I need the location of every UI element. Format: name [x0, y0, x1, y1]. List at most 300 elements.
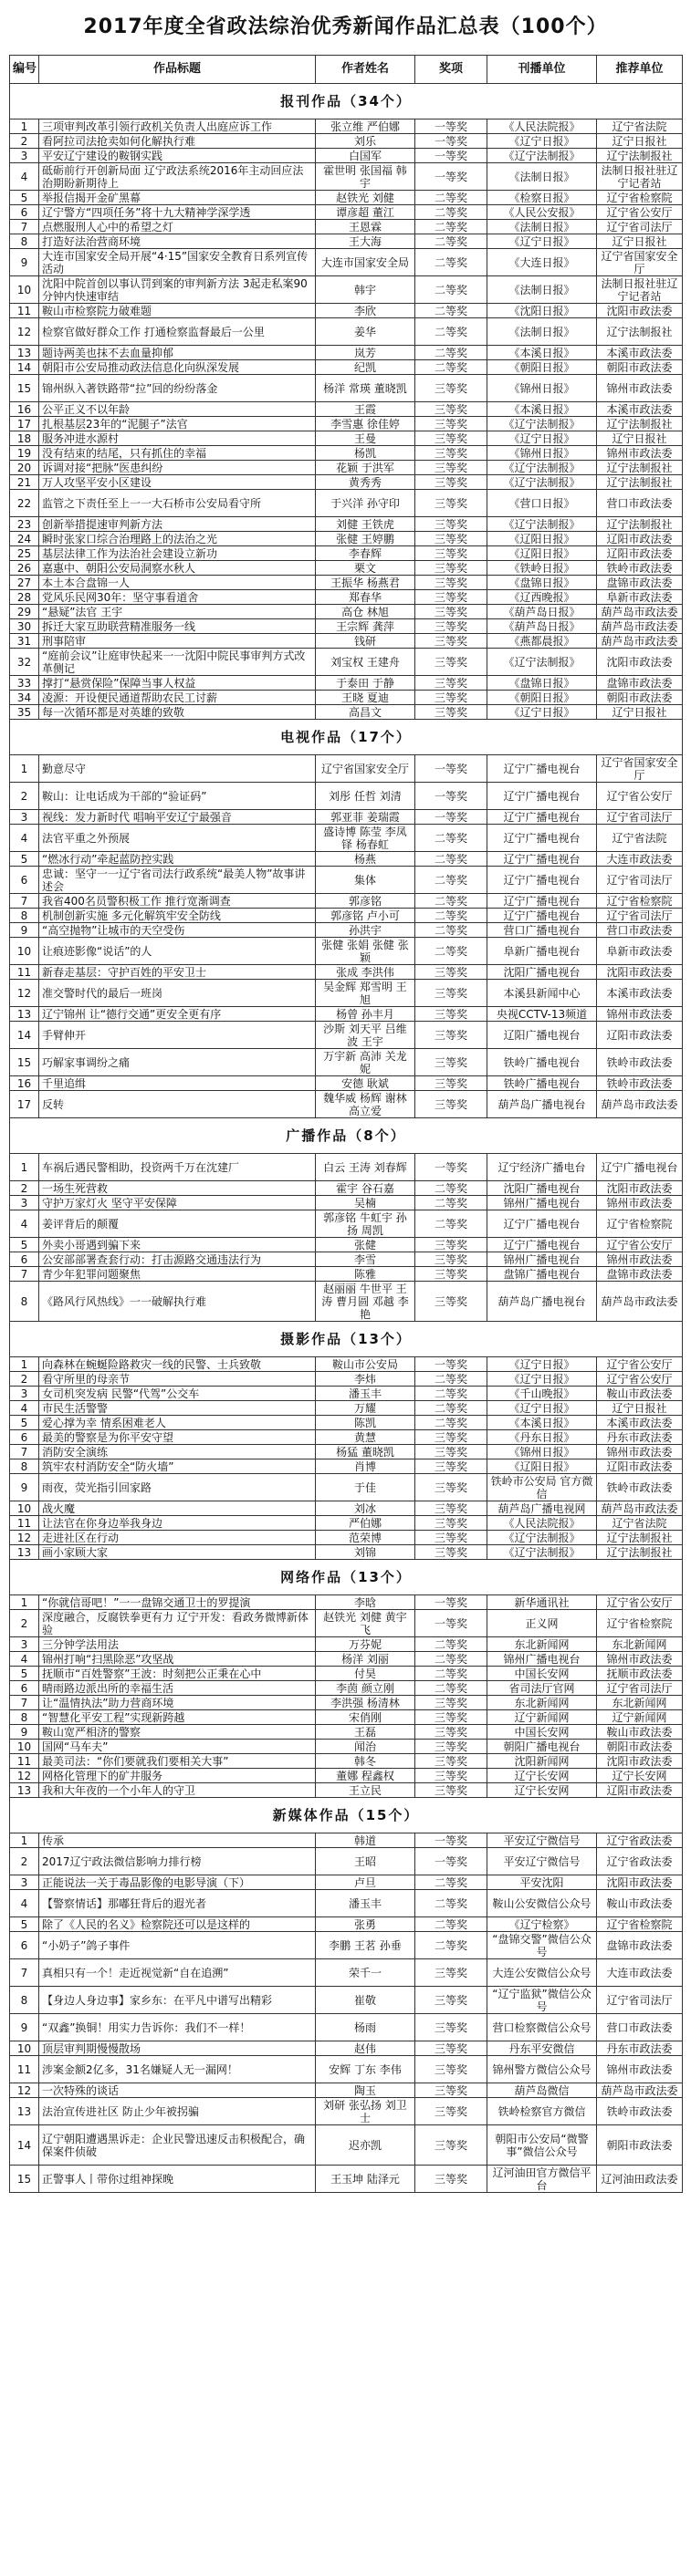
row-award: 三等奖 [415, 1531, 487, 1545]
row-publisher: 葫芦岛微信 [487, 2083, 597, 2098]
row-award: 二等奖 [415, 276, 487, 304]
table-row [10, 191, 683, 205]
table-row [10, 1474, 683, 1501]
row-recommender: 辽阳市政法委 [597, 546, 683, 561]
row-publisher: 东北新闻网 [487, 1696, 597, 1710]
row-author: 万耀 [316, 1401, 415, 1416]
row-award: 三等奖 [415, 676, 487, 691]
row-recommender: 本溪市政法委 [597, 980, 683, 1007]
row-number: 5 [10, 191, 39, 205]
table-row [10, 1372, 683, 1387]
row-recommender: 葫芦岛市政法委 [597, 1501, 683, 1516]
row-title: 看阿拉司法抢卖如何化解执行难 [39, 134, 316, 149]
row-number: 9 [10, 923, 39, 938]
row-number: 2 [10, 1848, 39, 1875]
table-row [10, 2098, 683, 2125]
table-row [10, 1783, 683, 1798]
row-title: 鞍山市检察院力破难题 [39, 304, 316, 318]
row-recommender: 辽宁日报社 [597, 431, 683, 446]
row-award: 三等奖 [415, 2014, 487, 2041]
row-author: 李晗 [316, 1595, 415, 1610]
row-number: 10 [10, 938, 39, 965]
row-award: 三等奖 [415, 705, 487, 720]
row-title: 我和大年夜的一个小年人的守卫 [39, 1783, 316, 1798]
row-recommender: 葫芦岛市政法委 [597, 2083, 683, 2098]
row-recommender: 阜新市政法委 [597, 590, 683, 605]
row-recommender: 辽宁广播电视台 [597, 1154, 683, 1181]
table-row [10, 1181, 683, 1196]
row-publisher: 铁岭广播电视台 [487, 1076, 597, 1091]
row-award: 二等奖 [415, 1917, 487, 1932]
row-number: 1 [10, 1357, 39, 1372]
row-title: 打造好法治营商环境 [39, 234, 316, 249]
row-number: 10 [10, 1501, 39, 1516]
table-row [10, 1848, 683, 1875]
row-number: 1 [10, 119, 39, 134]
row-recommender: 朝阳市政法委 [597, 691, 683, 705]
row-number: 21 [10, 475, 39, 490]
table-row [10, 1637, 683, 1652]
table-row [10, 134, 683, 149]
row-award: 三等奖 [415, 1049, 487, 1076]
row-publisher: 锦州广播电视台 [487, 1652, 597, 1667]
row-number: 20 [10, 461, 39, 475]
table-row [10, 755, 683, 783]
row-number: 8 [10, 234, 39, 249]
row-number: 4 [10, 825, 39, 852]
table-row [10, 576, 683, 590]
row-recommender: 铁岭市政法委 [597, 1049, 683, 1076]
row-author: 姜华 [316, 318, 415, 346]
row-author: 陶玉 [316, 2083, 415, 2098]
row-number: 12 [10, 1769, 39, 1783]
row-author: 集体 [316, 867, 415, 894]
row-publisher: 《人民法院报》 [487, 1516, 597, 1531]
row-award: 一等奖 [415, 1595, 487, 1610]
row-title: 撑打“悬赏保险”保障当事人权益 [39, 676, 316, 691]
row-number: 14 [10, 2125, 39, 2166]
table-row [10, 1357, 683, 1372]
row-award: 三等奖 [415, 490, 487, 517]
section-title: 摄影作品（13个） [10, 1322, 683, 1357]
row-author: 刘冰 [316, 1501, 415, 1516]
row-number: 6 [10, 867, 39, 894]
table-row [10, 980, 683, 1007]
row-award: 二等奖 [415, 1401, 487, 1416]
table-row [10, 119, 683, 134]
table-row [10, 705, 683, 720]
row-award: 一等奖 [415, 119, 487, 134]
row-recommender: 辽宁省公安厅 [597, 783, 683, 810]
row-recommender: 鞍山市政法委 [597, 1387, 683, 1401]
row-publisher: 辽宁长安网 [487, 1783, 597, 1798]
row-recommender: 本溪市政法委 [597, 1416, 683, 1430]
row-author: 陈雅 [316, 1267, 415, 1282]
row-author: 王霞 [316, 402, 415, 417]
table-row [10, 517, 683, 532]
row-author: 杨燕 [316, 852, 415, 867]
row-award: 三等奖 [415, 2125, 487, 2166]
table-row [10, 1252, 683, 1267]
row-award: 二等奖 [415, 249, 487, 276]
row-number: 13 [10, 1545, 39, 1560]
row-recommender: 锦州市政法委 [597, 1445, 683, 1459]
row-award: 二等奖 [415, 360, 487, 375]
row-award: 二等奖 [415, 1932, 487, 1959]
row-publisher: 《朝阳日报》 [487, 360, 597, 375]
table-row [10, 965, 683, 980]
table-row [10, 649, 683, 676]
row-number: 5 [10, 1416, 39, 1430]
table-row [10, 852, 683, 867]
row-title: 题诗两美也抹不去血量抑郁 [39, 346, 316, 360]
table-row [10, 561, 683, 576]
row-author: 董娜 程鑫权 [316, 1769, 415, 1783]
row-recommender: 辽宁省公安厅 [597, 1595, 683, 1610]
row-number: 1 [10, 1154, 39, 1181]
row-title: 战火魔 [39, 1501, 316, 1516]
row-publisher: 《辽宁日报》 [487, 1401, 597, 1416]
row-author: 杨猛 董晓凯 [316, 1445, 415, 1459]
row-recommender: 营口市政法委 [597, 2014, 683, 2041]
row-recommender: 辽宁法制报社 [597, 417, 683, 431]
table-row [10, 938, 683, 965]
row-recommender: 辽宁省检察院 [597, 1917, 683, 1932]
row-title: 辽宁警方“四项任务”将十九大精神学深学透 [39, 205, 316, 220]
row-number: 11 [10, 304, 39, 318]
row-recommender: 辽宁省国家安全厅 [597, 755, 683, 783]
row-recommender: 锦州市政法委 [597, 375, 683, 402]
row-award: 二等奖 [415, 220, 487, 234]
row-award: 一等奖 [415, 134, 487, 149]
row-publisher: 辽宁新闻网 [487, 1710, 597, 1725]
row-author: 闻治 [316, 1740, 415, 1754]
row-recommender: 辽宁省检察院 [597, 894, 683, 909]
table-row [10, 1516, 683, 1531]
row-award: 三等奖 [415, 590, 487, 605]
row-title: 手臂伸开 [39, 1022, 316, 1049]
row-recommender: 法制日报社驻辽宁记者站 [597, 276, 683, 304]
row-author: 王振华 杨燕君 [316, 576, 415, 590]
row-recommender: 辽宁省检察院 [597, 191, 683, 205]
row-publisher: 中国长安网 [487, 1667, 597, 1681]
row-title: 瞬时张家口综合治理路上的法治之光 [39, 532, 316, 546]
row-author: 安辉 丁东 李伟 [316, 2056, 415, 2083]
row-award: 三等奖 [415, 2041, 487, 2056]
row-author: 于兴洋 孙守印 [316, 490, 415, 517]
row-award: 二等奖 [415, 1875, 487, 1890]
row-author: 黄慧 [316, 1430, 415, 1445]
row-recommender: 本溪市政法委 [597, 346, 683, 360]
row-author: 陈凯 [316, 1416, 415, 1430]
row-award: 二等奖 [415, 938, 487, 965]
row-author: 沙斯 刘天平 吕维波 王宇 [316, 1022, 415, 1049]
row-title: 锦州打响“扫黑除恶”攻坚战 [39, 1652, 316, 1667]
row-title: 沈阳中院首创以事认罚到案的审判新方法 3起走私案90分钟内快速审结 [39, 276, 316, 304]
row-recommender: 辽宁省法院 [597, 1516, 683, 1531]
row-title: 朝阳市公安局推动政法信息化向纵深发展 [39, 360, 316, 375]
row-recommender: 辽宁法制报社 [597, 149, 683, 163]
row-recommender: 辽阳市政法委 [597, 1022, 683, 1049]
row-publisher: 辽宁广播电视台 [487, 867, 597, 894]
row-publisher: 平安沈阳 [487, 1875, 597, 1890]
row-publisher: 鞍山公安微信公众号 [487, 1890, 597, 1917]
row-author: 王恩霖 [316, 220, 415, 234]
row-publisher: 《大连日报》 [487, 249, 597, 276]
row-publisher: 丹东平安微信 [487, 2041, 597, 2056]
row-award: 三等奖 [415, 1754, 487, 1769]
row-recommender: 辽宁省司法厅 [597, 909, 683, 923]
row-award: 二等奖 [415, 1637, 487, 1652]
row-award: 一等奖 [415, 149, 487, 163]
row-title: 最美司法：“你们要就我们要相关大事” [39, 1754, 316, 1769]
table-row [10, 1049, 683, 1076]
table-row [10, 1022, 683, 1049]
row-recommender: 辽宁省政法委 [597, 1848, 683, 1875]
table-row [10, 1401, 683, 1416]
row-title: 消防安全演练 [39, 1445, 316, 1459]
row-publisher: 《铁岭日报》 [487, 561, 597, 576]
row-award: 二等奖 [415, 234, 487, 249]
row-title: 筑牢农村消防安全“防火墙” [39, 1459, 316, 1474]
row-number: 7 [10, 1267, 39, 1282]
row-recommender: 大连市政法委 [597, 852, 683, 867]
row-publisher: 葫芦岛广播电视网 [487, 1501, 597, 1516]
row-title: “你就信哥吧！”一一盘锦交通卫士的罗提演 [39, 1595, 316, 1610]
row-publisher: 盘锦广播电视台 [487, 1267, 597, 1282]
table-row [10, 1238, 683, 1252]
row-author: 盛诗博 陈莹 李凤铎 杨春虹 [316, 825, 415, 852]
row-recommender: 铁岭市政法委 [597, 2098, 683, 2125]
row-author: 李洪强 杨清林 [316, 1696, 415, 1710]
row-author: 韩宇 [316, 276, 415, 304]
table-row [10, 546, 683, 561]
row-author: 万宇新 高沛 关龙妮 [316, 1049, 415, 1076]
row-publisher: 《辽宁法制报》 [487, 649, 597, 676]
table-row [10, 590, 683, 605]
row-award: 三等奖 [415, 1282, 487, 1322]
row-publisher: 中国长安网 [487, 1725, 597, 1740]
header-award: 奖项 [415, 56, 487, 84]
row-publisher: 《辽宁日报》 [487, 1372, 597, 1387]
row-author: 张勇 [316, 1917, 415, 1932]
row-author: 卢旦 [316, 1875, 415, 1890]
row-author: 吴楠 [316, 1196, 415, 1210]
row-recommender: 盘锦市政法委 [597, 1932, 683, 1959]
row-publisher: 《沈阳日报》 [487, 304, 597, 318]
row-title: 没有结束的结尾，只有抓住的幸福 [39, 446, 316, 461]
row-award: 一等奖 [415, 163, 487, 191]
table-row [10, 619, 683, 634]
row-publisher: 《辽西晚报》 [487, 590, 597, 605]
row-award: 三等奖 [415, 1430, 487, 1445]
section-header-row [10, 1322, 683, 1357]
row-number: 3 [10, 1196, 39, 1210]
row-award: 三等奖 [415, 2098, 487, 2125]
table-row [10, 1932, 683, 1959]
table-row [10, 149, 683, 163]
row-award: 三等奖 [415, 1474, 487, 1501]
row-title: “小奶子”鸽子事件 [39, 1932, 316, 1959]
row-award: 一等奖 [415, 1833, 487, 1848]
table-row [10, 1875, 683, 1890]
row-number: 3 [10, 149, 39, 163]
row-publisher: 《人民公安报》 [487, 205, 597, 220]
row-title: 嘉惠中、朝阳公安局洞察水秋人 [39, 561, 316, 576]
row-recommender: 辽宁法制报社 [597, 1531, 683, 1545]
row-title: 举报信揭开金矿黑幕 [39, 191, 316, 205]
table-row [10, 2083, 683, 2098]
row-recommender: 朝阳市政法委 [597, 2125, 683, 2166]
table-row [10, 810, 683, 825]
row-award: 三等奖 [415, 475, 487, 490]
row-author: 王曼 [316, 431, 415, 446]
row-title: 拆迁大家互助联营精准服务一线 [39, 619, 316, 634]
table-row [10, 1725, 683, 1740]
table-row [10, 2014, 683, 2041]
row-number: 24 [10, 532, 39, 546]
table-row [10, 402, 683, 417]
row-award: 三等奖 [415, 691, 487, 705]
row-title: 网格化管理下的矿井服务 [39, 1769, 316, 1783]
row-recommender: 营口市政法委 [597, 490, 683, 517]
row-award: 三等奖 [415, 417, 487, 431]
table-row [10, 475, 683, 490]
row-recommender: 辽河油田政法委 [597, 2166, 683, 2193]
row-publisher: 《辽阳日报》 [487, 546, 597, 561]
table-row [10, 1267, 683, 1282]
row-author: 刘健 王铁虎 [316, 517, 415, 532]
row-author: 杨洋 常瑛 董晓凯 [316, 375, 415, 402]
table-row [10, 1430, 683, 1445]
row-number: 8 [10, 1282, 39, 1322]
row-number: 3 [10, 1637, 39, 1652]
table-row [10, 220, 683, 234]
row-title: 让“温情执法”助力营商环境 [39, 1696, 316, 1710]
row-recommender: 辽宁法制报社 [597, 517, 683, 532]
row-award: 三等奖 [415, 1238, 487, 1252]
row-number: 4 [10, 1210, 39, 1238]
row-award: 二等奖 [415, 346, 487, 360]
table-row [10, 1282, 683, 1322]
row-title: 正能说法一关于毒品影像的电影导演（下） [39, 1875, 316, 1890]
row-publisher: 《盘锦日报》 [487, 676, 597, 691]
row-recommender: 鞍山市政法委 [597, 1725, 683, 1740]
row-publisher: 《葫芦岛日报》 [487, 619, 597, 634]
row-award: 三等奖 [415, 1091, 487, 1118]
row-publisher: 辽宁广播电视台 [487, 909, 597, 923]
row-recommender: 朝阳市政法委 [597, 1740, 683, 1754]
row-award: 三等奖 [415, 532, 487, 546]
table-row [10, 1501, 683, 1516]
row-author: 李炜 [316, 1372, 415, 1387]
row-author: 郭彦铭 [316, 894, 415, 909]
row-number: 33 [10, 676, 39, 691]
row-award: 三等奖 [415, 1783, 487, 1798]
row-publisher: 《朝阳日报》 [487, 691, 597, 705]
row-title: 走进社区在行动 [39, 1531, 316, 1545]
row-award: 三等奖 [415, 1516, 487, 1531]
row-title: 传承 [39, 1833, 316, 1848]
row-recommender: 盘锦市政法委 [597, 576, 683, 590]
row-recommender: 铁岭市政法委 [597, 1474, 683, 1501]
row-author: 郭彦铭 牛虹宇 孙扬 周凯 [316, 1210, 415, 1238]
row-author: 刘研 张弘扬 刘卫士 [316, 2098, 415, 2125]
row-recommender: 辽宁省司法厅 [597, 1681, 683, 1696]
table-row [10, 2041, 683, 2056]
row-number: 17 [10, 417, 39, 431]
row-title: 让痕迹影像“说话”的人 [39, 938, 316, 965]
row-award: 三等奖 [415, 546, 487, 561]
table-row [10, 1076, 683, 1091]
row-publisher: 《辽宁日报》 [487, 431, 597, 446]
row-number: 15 [10, 375, 39, 402]
row-author: 岚芳 [316, 346, 415, 360]
row-number: 3 [10, 810, 39, 825]
row-publisher: 《辽阳日报》 [487, 1459, 597, 1474]
row-title: “悬疑”法官 王宇 [39, 605, 316, 619]
row-publisher: 《辽宁法制报》 [487, 149, 597, 163]
row-number: 4 [10, 1401, 39, 1416]
row-number: 9 [10, 249, 39, 276]
row-title: 【身边人身边事】家乡东：在平凡中谱写出精彩 [39, 1987, 316, 2014]
row-author: 万芬妮 [316, 1637, 415, 1652]
section-title: 网络作品（13个） [10, 1560, 683, 1595]
row-number: 7 [10, 220, 39, 234]
row-award: 二等奖 [415, 894, 487, 909]
row-publisher: 《法制日报》 [487, 220, 597, 234]
row-author: 纪凯 [316, 360, 415, 375]
row-author: 李茵 颜立刚 [316, 1681, 415, 1696]
table-row [10, 1987, 683, 2014]
row-title: 平安辽宁建设的鞍钢实践 [39, 149, 316, 163]
row-publisher: 《法制日报》 [487, 276, 597, 304]
row-recommender: 辽宁省法院 [597, 119, 683, 134]
table-row [10, 676, 683, 691]
row-publisher: 辽宁广播电视台 [487, 1238, 597, 1252]
row-number: 12 [10, 318, 39, 346]
row-award: 二等奖 [415, 1890, 487, 1917]
row-publisher: 平安辽宁微信号 [487, 1833, 597, 1848]
row-title: 正警事人丨带你过组神探晚 [39, 2166, 316, 2193]
row-award: 三等奖 [415, 576, 487, 590]
row-title: 每一次循环都是对英雄的致敬 [39, 705, 316, 720]
header-no: 编号 [10, 56, 39, 84]
row-publisher: 铁岭广播电视台 [487, 1049, 597, 1076]
row-recommender: 丹东市政法委 [597, 2041, 683, 2056]
table-row [10, 1740, 683, 1754]
table-row [10, 234, 683, 249]
row-title: 党风乐民网30年：坚守事看道舍 [39, 590, 316, 605]
row-publisher: 沈阳新闻网 [487, 1754, 597, 1769]
row-publisher: 《辽阳日报》 [487, 532, 597, 546]
row-title: 车祸后遇民警相助，投资两千万在沈建厂 [39, 1154, 316, 1181]
table-row [10, 1710, 683, 1725]
row-publisher: 《燕都晨报》 [487, 634, 597, 649]
row-number: 15 [10, 1049, 39, 1076]
row-publisher: 铁岭市公安局 官方微信 [487, 1474, 597, 1501]
table-row [10, 1091, 683, 1118]
row-number: 16 [10, 402, 39, 417]
row-recommender: 锦州市政法委 [597, 1196, 683, 1210]
row-publisher: 《葫芦岛日报》 [487, 605, 597, 619]
row-publisher: 《辽宁日报》 [487, 705, 597, 720]
row-award: 二等奖 [415, 909, 487, 923]
table-row [10, 1754, 683, 1769]
row-author: 李欣 [316, 304, 415, 318]
table-row [10, 360, 683, 375]
row-award: 一等奖 [415, 755, 487, 783]
